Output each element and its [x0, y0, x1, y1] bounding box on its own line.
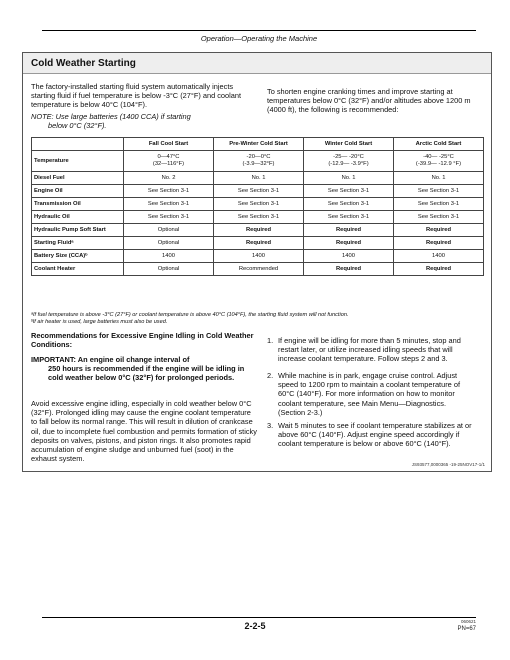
table-cell: No. 1	[214, 172, 304, 185]
footer-code: 060621	[460, 619, 476, 624]
table-cell: Required	[214, 224, 304, 237]
table-cell: See Section 3-1	[304, 198, 394, 211]
row-label: Battery Size (CCA)ᵇ	[32, 250, 124, 263]
table-cell: Required	[304, 237, 394, 250]
table-cell: Optional	[124, 224, 214, 237]
table-cell: Required	[304, 224, 394, 237]
row-label: Transmission Oil	[32, 198, 124, 211]
table-cell: 0—47°C (32—116°F)	[124, 151, 214, 172]
table-cell: See Section 3-1	[124, 198, 214, 211]
table-cell: 1400	[394, 250, 484, 263]
shorten-paragraph: To shorten engine cranking times and improve starting at temperatures below 0°C (32°F) and/or altitudes above 1200 m (4000 ft), the following is recommended:	[267, 87, 471, 115]
page-header: Operation—Operating the Machine	[200, 34, 318, 43]
table-cell: No. 2	[124, 172, 214, 185]
row-label: Temperature	[32, 151, 124, 172]
table-header-cell	[32, 138, 124, 151]
table-cell: Required	[304, 263, 394, 276]
table-cell: Required	[394, 263, 484, 276]
avoid-paragraph: Avoid excessive engine idling, especially in cold weather below 0°C (32°F). Prolonged idling may cause the engine coolant temperature to fall below its normal range. This will result in dilution of crankcase oil, due to incomplete fuel combustion and permits formation of sticky deposits on valves, pistons, and piston rings. It also promotes rapid accumulation of engine sludge and unburned fuel (soot) in the exhaust system.	[31, 399, 257, 464]
table-cell: 1400	[124, 250, 214, 263]
header-rule	[42, 30, 476, 31]
table-row	[32, 263, 484, 276]
table-cell: See Section 3-1	[394, 185, 484, 198]
step-text: If engine will be idling for more than 5 minutes, stop and restart later, or utilize increased idling speeds that will increase coolant temperature. Follow steps 2 and 3.	[278, 336, 461, 364]
table-footnote-a: ᵃIf fuel temperature is above -3°C (27°F) or coolant temperature is above 40°C (104°F), the starting fluid system will not function.	[31, 312, 349, 318]
table-row	[32, 172, 484, 185]
table-cell: Required	[394, 237, 484, 250]
table-cell: -25— -20°C (-12.9— -3.9°F)	[304, 151, 394, 172]
section-title: Cold Weather Starting	[31, 58, 136, 69]
important-paragraph	[31, 355, 259, 382]
table-cell: No. 1	[394, 172, 484, 185]
table-cell: See Section 3-1	[394, 211, 484, 224]
step-text: While machine is in park, engage cruise control. Adjust speed to 1200 rpm to maintain a coolant temperature of 60°C (140°F). For more information on how to monitor coolant temperature, see Main Menu—Diagnostics. (Section 2-3.)	[278, 371, 461, 417]
table-cell: Recommended	[214, 263, 304, 276]
table-header-cell: Pre-Winter Cold Start	[214, 138, 304, 151]
step-number: 3.	[267, 421, 274, 430]
table-row	[32, 185, 484, 198]
table-header-row	[32, 138, 484, 151]
step-number: 1.	[267, 336, 274, 345]
page-reference: PN=67	[457, 626, 476, 632]
table-cell: See Section 3-1	[124, 185, 214, 198]
table-row	[32, 250, 484, 263]
table-cell: Optional	[124, 263, 214, 276]
table-row-temperature	[32, 151, 484, 172]
row-label: Coolant Heater	[32, 263, 124, 276]
cold-start-table	[31, 137, 484, 276]
row-label: Engine Oil	[32, 185, 124, 198]
table-row	[32, 211, 484, 224]
step-text: Wait 5 minutes to see if coolant temperature stabilizes at or above 60°C (140°F). Adjust engine speed accordingly if coolant temperature is below or above 60°C (140°F).	[278, 421, 472, 449]
note-paragraph	[31, 112, 259, 130]
row-label: Hydraulic Oil	[32, 211, 124, 224]
table-cell: See Section 3-1	[214, 211, 304, 224]
table-cell: -20—0°C (-3.9—32°F)	[214, 151, 304, 172]
table-cell: 1400	[214, 250, 304, 263]
title-bar	[23, 53, 491, 74]
table-cell: -40— -25°C (-39.9— -12.9 °F)	[394, 151, 484, 172]
table-cell: See Section 3-1	[124, 211, 214, 224]
table-header-cell: Winter Cold Start	[304, 138, 394, 151]
table-cell: See Section 3-1	[304, 211, 394, 224]
page-number: 2-2-5	[244, 621, 266, 631]
row-label: Starting Fluidᵃ	[32, 237, 124, 250]
important-line-1: IMPORTANT: An engine oil change interval of	[31, 355, 190, 364]
idling-heading: Recommendations for Excessive Engine Idling in Cold Weather Conditions:	[31, 331, 254, 349]
table-header-cell: Arctic Cold Start	[394, 138, 484, 151]
row-label: Diesel Fuel	[32, 172, 124, 185]
table-cell: Required	[394, 224, 484, 237]
table-cell: No. 1	[304, 172, 394, 185]
note-line-2: below 0°C (32°F).	[48, 121, 107, 131]
table-cell: Required	[214, 237, 304, 250]
table-cell: 1400	[304, 250, 394, 263]
table-cell: See Section 3-1	[394, 198, 484, 211]
table-cell: See Section 3-1	[214, 185, 304, 198]
document-code: JS93577,0000365 -19-25NOV17-1/1	[411, 462, 485, 467]
table-cell: See Section 3-1	[304, 185, 394, 198]
important-line-2: 250 hours is recommended if the engine will be idling in cold weather below 0°C (32°F) for prolonged periods.	[48, 364, 245, 382]
table-row	[32, 198, 484, 211]
row-label: Hydraulic Pump Soft Start	[32, 224, 124, 237]
table-footnote-b: ᵇIf air heater is used, large batteries must also be used.	[31, 319, 168, 325]
table-row	[32, 224, 484, 237]
step-number: 2.	[267, 371, 274, 380]
note-line-1: NOTE: Use large batteries (1400 CCA) if starting	[31, 112, 191, 121]
intro-paragraph: The factory-installed starting fluid system automatically injects starting fluid if fuel temperature is below -3°C (27°F) and coolant temperature is below 40°C (104°F).	[31, 82, 242, 110]
table-cell: Optional	[124, 237, 214, 250]
table-header-cell: Fall Cool Start	[124, 138, 214, 151]
content-box	[22, 52, 492, 472]
footer-rule	[42, 617, 476, 618]
table-cell: See Section 3-1	[214, 198, 304, 211]
table-row	[32, 237, 484, 250]
